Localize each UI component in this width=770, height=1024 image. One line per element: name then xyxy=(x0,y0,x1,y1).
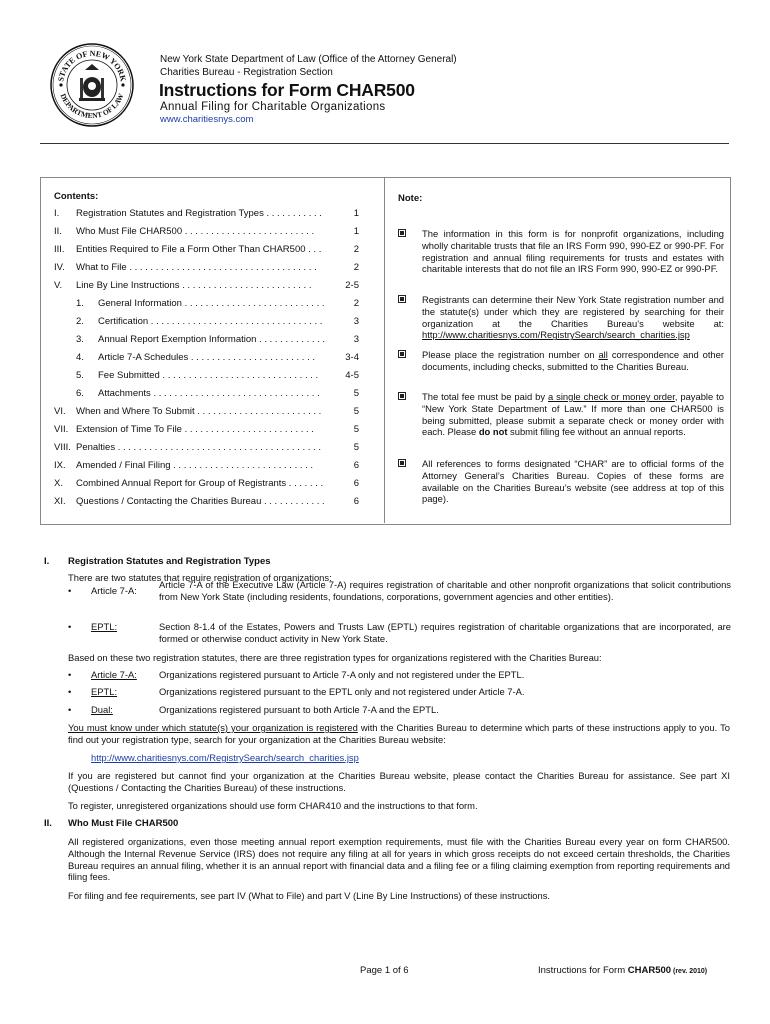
svg-text:STATE OF NEW YORK: STATE OF NEW YORK xyxy=(56,48,128,83)
toc-item-number: 4. xyxy=(76,352,84,363)
box-column-divider xyxy=(384,177,385,523)
bullet-icon: • xyxy=(68,704,72,715)
bureau-name: Charities Bureau - Registration Section xyxy=(160,67,333,78)
toc-item xyxy=(54,334,359,346)
bullet-icon: • xyxy=(68,686,72,697)
section-intro: There are two statutes that require registration of organizations: xyxy=(68,572,332,583)
registration-know-paragraph: You must know under which statute(s) your organization is registered with the Charities Bureau to determine which parts of these instructions apply to you. To find out your registration type, search for your organization at the Charities Bureau website: xyxy=(68,722,730,745)
toc-item-page: 2 xyxy=(353,298,359,309)
toc-item-number: II. xyxy=(54,226,62,237)
toc-item-page: 5 xyxy=(353,388,359,399)
page-number: Page 1 of 6 xyxy=(360,965,409,976)
toc-item-page: 2 xyxy=(353,262,359,273)
toc-item-text: Who Must File CHAR500 . . . . . . . . . . . . . . . . . . . . . . . . . xyxy=(76,226,315,237)
toc-item-number: VIII. xyxy=(54,442,71,453)
toc-item-text: Penalties . . . . . . . . . . . . . . . . . . . . . . . . . . . . . . . . . . . . . . . xyxy=(76,442,321,453)
toc-item-text: Extension of Time To File . . . . . . . . . . . . . . . . . . . . . . . . . xyxy=(76,424,314,435)
toc-item-page: 4-5 xyxy=(345,370,359,381)
toc-item-page: 5 xyxy=(353,442,359,453)
svg-text:DEPARTMENT OF LAW: DEPARTMENT OF LAW xyxy=(58,92,126,121)
toc-item-page: 2 xyxy=(353,244,359,255)
toc-item-number: 6. xyxy=(76,388,84,399)
toc-item xyxy=(54,352,359,364)
toc-item-text: What to File . . . . . . . . . . . . . . . . . . . . . . . . . . . . . . . . . . . . xyxy=(76,262,317,273)
toc-item-number: VII. xyxy=(54,424,69,435)
toc-item-text: Certification . . . . . . . . . . . . . . . . . . . . . . . . . . . . . . . . . xyxy=(98,316,323,327)
section-title: Who Must File CHAR500 xyxy=(68,818,179,829)
toc-item xyxy=(54,442,359,454)
checkbox-bullet-icon xyxy=(398,229,406,237)
contents-title: Contents: xyxy=(54,191,99,202)
section-number: II. xyxy=(44,818,52,829)
toc-item-text: Amended / Final Filing . . . . . . . . . . . . . . . . . . . . . . . . . . . xyxy=(76,460,314,471)
toc-item-page: 6 xyxy=(353,478,359,489)
page-title: Instructions for Form CHAR500 xyxy=(159,80,415,100)
unregistered-paragraph: To register, unregistered organizations should use form CHAR410 and the instructions to that form. xyxy=(68,800,478,811)
toc-item-text: Line By Line Instructions . . . . . . . . . . . . . . . . . . . . . . . . . xyxy=(76,280,312,291)
type-label: Dual: xyxy=(91,704,113,715)
toc-item-page: 5 xyxy=(353,406,359,417)
type-label: Article 7-A: xyxy=(91,669,137,680)
toc-item-page: 3 xyxy=(353,334,359,345)
note-title: Note: xyxy=(398,193,423,204)
types-intro: Based on these two registration statutes, there are three registration types for organizations registered with the Charities Bureau: xyxy=(68,652,602,663)
toc-item-number: VI. xyxy=(54,406,66,417)
toc-item xyxy=(54,388,359,400)
toc-item-number: IV. xyxy=(54,262,65,273)
page-subtitle: Annual Filing for Charitable Organizations xyxy=(160,101,386,113)
toc-item-number: X. xyxy=(54,478,63,489)
bullet-icon: • xyxy=(68,621,72,632)
filing-requirements-paragraph: For filing and fee requirements, see part IV (What to File) and part V (Line By Line Instructions) of these instructions. xyxy=(68,890,550,901)
toc-item xyxy=(54,406,359,418)
header-agency-block xyxy=(160,53,457,79)
toc-item-text: Annual Report Exemption Information . . . . . . . . . . . . . xyxy=(98,334,326,345)
note-item: All references to forms designated “CHAR” are to official forms of the Attorney General’s Charities Bureau. Copies of these forms are available on the Charities Bureau’s website (see address at top of this page). xyxy=(398,458,724,505)
statute-text: Section 8-1.4 of the Estates, Powers and Trusts Law (EPTL) requires registration of charitable organizations that are incorporated, are formed or otherwise conduct activity in New York State. xyxy=(159,621,731,644)
checkbox-bullet-icon xyxy=(398,295,406,303)
toc-item-text: Article 7-A Schedules . . . . . . . . . . . . . . . . . . . . . . . . xyxy=(98,352,315,363)
toc-item xyxy=(54,226,359,238)
toc-item-text: Fee Submitted . . . . . . . . . . . . . . . . . . . . . . . . . . . . . . xyxy=(98,370,319,381)
note-item: The information in this form is for nonprofit organizations, including wholly charitable trusts that file an IRS Form 990, 990-EZ or 990-PF. For registration and annual filing requirements for trusts and estates with charitable interests that do not file an IRS Form 990, 990-EZ or 990-PF. xyxy=(398,228,724,275)
toc-item-number: XI. xyxy=(54,496,66,507)
toc-item-page: 5 xyxy=(353,424,359,435)
toc-item-page: 6 xyxy=(353,460,359,471)
state-seal-logo xyxy=(49,42,135,128)
note-item: Please place the registration number on all correspondence and other documents, including checks, submitted to the Charities Bureau. xyxy=(398,349,724,373)
note-item: The total fee must be paid by a single check or money order, payable to “New York State Department of Law.” If more than one CHAR500 is being submitted, please submit a separate check or money order with each. Please do not submit filing fee without an annual reports. xyxy=(398,391,724,438)
toc-item-page: 1 xyxy=(353,226,359,237)
type-text: Organizations registered pursuant to the EPTL only and not registered under Article 7-A. xyxy=(159,686,525,697)
type-text: Organizations registered pursuant to Article 7-A only and not registered under the EPTL. xyxy=(159,669,525,680)
statute-label: EPTL: xyxy=(91,621,118,632)
toc-item xyxy=(54,262,359,274)
bullet-icon: • xyxy=(68,669,72,680)
bullet-icon: • xyxy=(68,585,72,596)
website-link[interactable]: www.charitiesnys.com xyxy=(160,114,254,125)
checkbox-bullet-icon xyxy=(398,459,406,467)
toc-item xyxy=(54,244,359,256)
registered-paragraph: If you are registered but cannot find your organization at the Charities Bureau website, please contact the Charities Bureau for assistance. See part XI (Questions / Contacting the Charities Bureau) of these instructions. xyxy=(68,770,730,793)
who-must-file-paragraph: All registered organizations, even those meeting annual report exemption requirements, must file with the Charities Bureau every year on form CHAR500. Although the Internal Revenue Service (IRS) does not require any filing at all for years in which gross receipts do not exceed certain thresholds, the Charities Bureau requires an annual filing, whether it is an annual report with financial data and a filing fee or a filing claiming exemption from reporting requirements and filing fees. xyxy=(68,836,730,883)
toc-item-page: 2-5 xyxy=(345,280,359,291)
toc-item-text: General Information . . . . . . . . . . . . . . . . . . . . . . . . . . . xyxy=(98,298,325,309)
agency-name: New York State Department of Law (Office of the Attorney General) xyxy=(160,54,457,65)
toc-item-page: 6 xyxy=(353,496,359,507)
statute-label: Article 7-A: xyxy=(91,585,137,596)
form-footer: Instructions for Form CHAR500 (rev. 2010) xyxy=(538,965,708,976)
toc-item-text: Combined Annual Report for Group of Registrants . . . . . . . xyxy=(76,478,324,489)
toc-item xyxy=(54,280,359,292)
toc-item-number: III. xyxy=(54,244,65,255)
toc-item-page: 1 xyxy=(353,208,359,219)
statute-text: Article 7-A of the Executive Law (Article 7-A) requires registration of charitable and other nonprofit organizations that solicit contributions from New York State (including residents, foundations, corporations, government agencies and other entities). xyxy=(159,579,731,602)
section-title: Registration Statutes and Registration Types xyxy=(68,556,271,567)
toc-item-page: 3-4 xyxy=(345,352,359,363)
toc-item xyxy=(54,298,359,310)
toc-item xyxy=(54,478,359,490)
toc-item-text: Registration Statutes and Registration Types . . . . . . . . . . . xyxy=(76,208,322,219)
toc-item-text: Entities Required to File a Form Other Than CHAR500 . . . xyxy=(76,244,322,255)
section-number: I. xyxy=(44,556,50,567)
toc-item-number: 2. xyxy=(76,316,84,327)
toc-item-text: Questions / Contacting the Charities Bureau . . . . . . . . . . . . xyxy=(76,496,325,507)
toc-item-page: 3 xyxy=(353,316,359,327)
toc-item-number: 5. xyxy=(76,370,84,381)
toc-item xyxy=(54,370,359,382)
toc-item xyxy=(54,460,359,472)
type-text: Organizations registered pursuant to both Article 7-A and the EPTL. xyxy=(159,704,439,715)
toc-item-text: Attachments . . . . . . . . . . . . . . . . . . . . . . . . . . . . . . . . xyxy=(98,388,320,399)
toc-item xyxy=(54,496,359,508)
note-item: Registrants can determine their New York State registration number and the statute(s) under which they are registered by searching for their organization at the Charities Bureau’s website at: http://www.charitiesnys.com/RegistrySearch/search_charities.jsp xyxy=(398,294,724,341)
toc-item xyxy=(54,208,359,220)
checkbox-bullet-icon xyxy=(398,350,406,358)
type-label: EPTL: xyxy=(91,686,118,697)
toc-item-number: 1. xyxy=(76,298,84,309)
registry-search-link[interactable]: http://www.charitiesnys.com/RegistrySearch/search_charities.jsp xyxy=(422,329,690,341)
toc-item-number: I. xyxy=(54,208,60,219)
toc-item-number: 3. xyxy=(76,334,84,345)
toc-item xyxy=(54,424,359,436)
header-divider xyxy=(40,143,729,144)
toc-item-number: V. xyxy=(54,280,63,291)
toc-item xyxy=(54,316,359,328)
checkbox-bullet-icon xyxy=(398,392,406,400)
registry-search-link[interactable]: http://www.charitiesnys.com/RegistrySearch/search_charities.jsp xyxy=(91,752,359,763)
toc-item-number: IX. xyxy=(54,460,66,471)
toc-item-text: When and Where To Submit . . . . . . . . . . . . . . . . . . . . . . . . xyxy=(76,406,322,417)
